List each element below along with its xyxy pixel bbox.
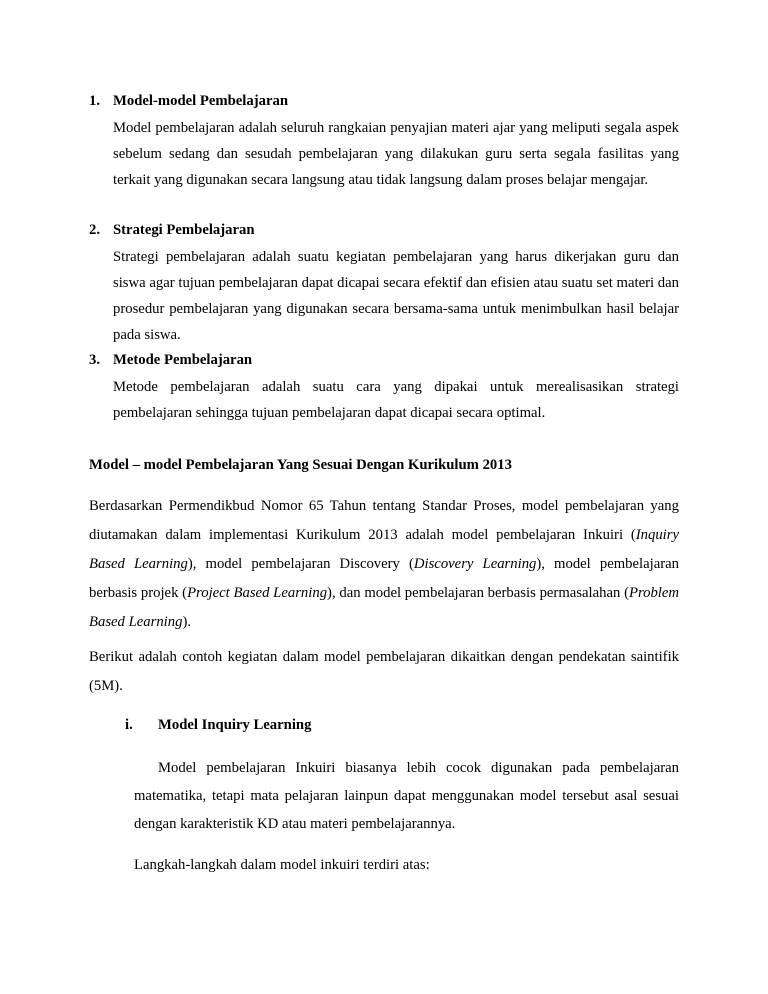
list-item-text: Model pembelajaran adalah seluruh rangkaian penyajian materi ajar yang meliputi segala aspek sebelum sedang dan sesudah pembelajaran yang dilakukan guru serta segala fasilitas yang terkait yang digunakan secara langsung atau tidak langsung dalam proses belajar mengajar. bbox=[113, 120, 679, 188]
list-item-metode bbox=[89, 350, 679, 426]
list-item-heading bbox=[89, 350, 679, 370]
steps-intro: Langkah-langkah dalam model inkuiri terdiri atas: bbox=[134, 857, 430, 873]
intro-text-1: Berdasarkan Permendikbud Nomor 65 Tahun tentang Standar Proses, model pembelajaran yang diutamakan dalam implementasi Kurikulum 2013 adalah model pembelajaran Inkuiri ( bbox=[89, 498, 679, 543]
example-paragraph: Berikut adalah contoh kegiatan dalam model pembelajaran dikaitkan dengan pendekatan saintifik (5M). bbox=[89, 649, 679, 694]
list-item-title: Strategi Pembelajaran bbox=[113, 222, 255, 238]
intro-italic-discovery: Discovery Learning bbox=[413, 556, 537, 572]
intro-italic-inquiry: Inquiry Based Learning bbox=[89, 527, 679, 572]
subsection-heading bbox=[125, 715, 311, 735]
intro-italic-project: Project Based Learning bbox=[187, 585, 328, 601]
intro-text-4: ), dan model pembelajaran berbasis permasalahan ( bbox=[327, 585, 629, 601]
list-item-model bbox=[89, 91, 679, 193]
intro-text-5: ). bbox=[182, 614, 192, 630]
subsection-paragraph bbox=[134, 754, 679, 838]
list-item-text: Strategi pembelajaran adalah suatu kegiatan pembelajaran yang harus dikerjakan guru dan siswa agar tujuan pembelajaran dapat dicapai secara efektif dan efisien atau suatu set materi dan prosedur pembelajaran yang digunakan secara bersama-sama untuk menimbulkan hasil belajar pada siswa. bbox=[113, 249, 679, 343]
intro-italic-problem: Problem Based Learning bbox=[89, 585, 680, 630]
intro-text-3: ), model pembelajaran berbasis projek ( bbox=[89, 556, 679, 601]
intro-text-2: ), model pembelajaran Discovery ( bbox=[187, 556, 414, 572]
list-item-heading bbox=[89, 220, 679, 240]
list-number: 2. bbox=[89, 222, 101, 238]
subsection-paragraph-text: Model pembelajaran Inkuiri biasanya lebih cocok digunakan pada pembelajaran matematika, tetapi mata pelajaran lainpun dapat menggunakan model tersebut asal sesuai dengan karakteristik KD atau materi pembelajarannya. bbox=[134, 760, 679, 832]
list-item-strategi bbox=[89, 220, 679, 348]
list-item-title: Model-model Pembelajaran bbox=[113, 93, 288, 109]
list-number: 3. bbox=[89, 352, 101, 368]
subsection-title: Model Inquiry Learning bbox=[158, 717, 312, 733]
intro-paragraph bbox=[89, 492, 679, 637]
subsection-numeral: i. bbox=[125, 717, 133, 733]
list-item-heading bbox=[89, 91, 679, 111]
list-item-title: Metode Pembelajaran bbox=[113, 352, 253, 368]
list-item-text: Metode pembelajaran adalah suatu cara yang dipakai untuk merealisasikan strategi pembelajaran sehingga tujuan pembelajaran dapat dicapai secara optimal. bbox=[113, 379, 679, 421]
list-number: 1. bbox=[89, 93, 101, 109]
section-heading: Model – model Pembelajaran Yang Sesuai Dengan Kurikulum 2013 bbox=[89, 457, 512, 473]
